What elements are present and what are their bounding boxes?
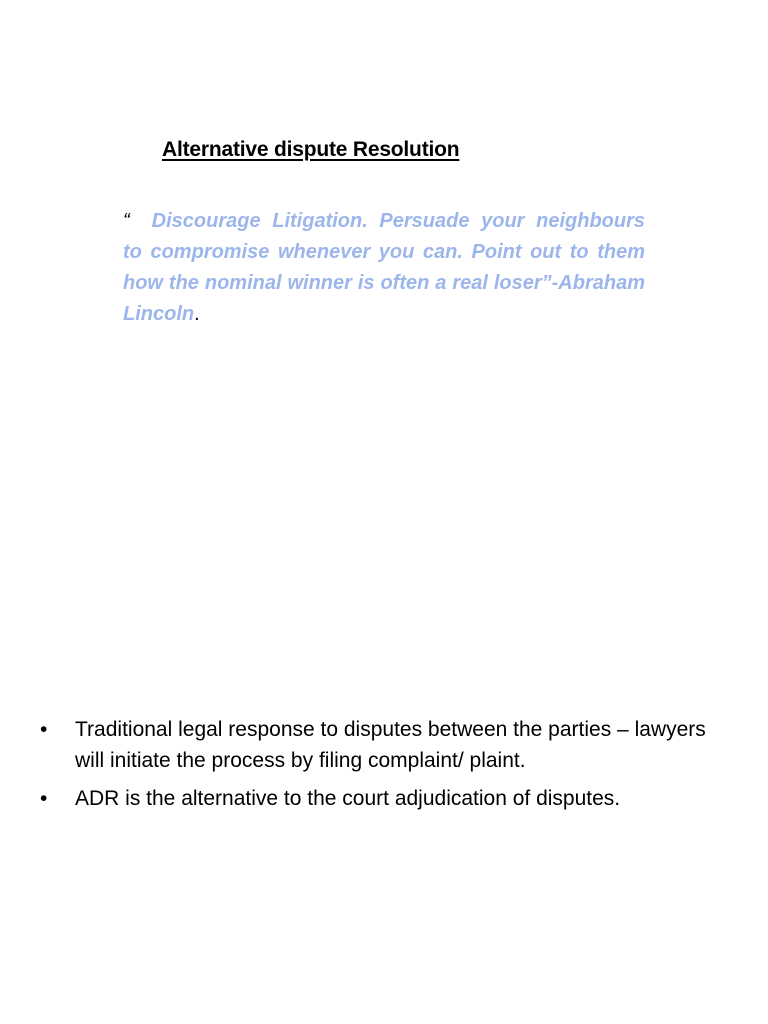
bullet-item-traditional-response xyxy=(40,714,740,776)
lincoln-quote xyxy=(123,206,645,330)
bullet-icon: • xyxy=(40,787,48,810)
slide-title: Alternative dispute Resolution xyxy=(162,138,460,161)
bullet-icon: • xyxy=(40,718,48,741)
bullet-list xyxy=(40,714,740,821)
quote-text: Discourage Litigation. Persuade your neighbours to compromise whenever you can. Point out to them how the nominal winner is often a real loser”-Abraham Lincoln xyxy=(123,210,645,325)
quote-open-mark: “ xyxy=(123,210,130,232)
bullet-text: ADR is the alternative to the court adjudication of disputes. xyxy=(75,787,621,810)
bullet-item-adr-definition xyxy=(40,783,740,814)
bullet-text: Traditional legal response to disputes between the parties – lawyers will initiate the process by filing complaint/ plaint. xyxy=(75,718,706,772)
quote-period: . xyxy=(194,303,200,325)
